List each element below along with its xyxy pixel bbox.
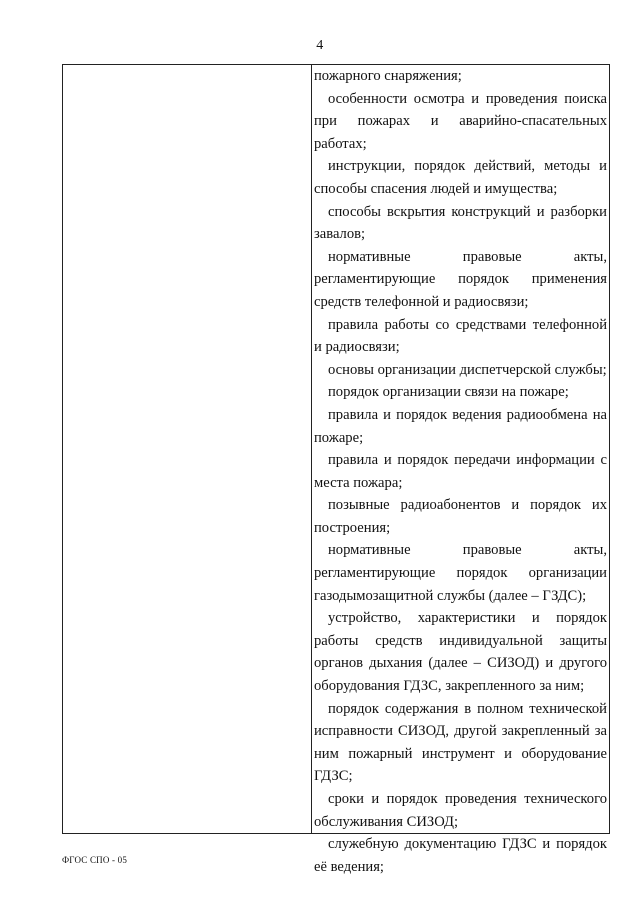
- table-left-column: [63, 65, 312, 833]
- list-item: нормативные правовые акты, регламентирующие порядок организации газодымозащитной службы (далее – ГЗДС);: [314, 542, 607, 604]
- list-item: правила и порядок передачи информации с места пожара;: [314, 452, 607, 491]
- list-item: правила работы со средствами телефонной и радиосвязи;: [314, 316, 607, 356]
- list-item: основы организации диспетчерской службы;: [328, 361, 607, 378]
- list-item: способы вскрытия конструкций и разборки завалов;: [314, 203, 607, 243]
- table-right-column: [312, 65, 609, 875]
- list-item: порядок организации связи на пожаре;: [328, 384, 569, 401]
- list-item: позывные радиоабонентов и порядок их построения;: [314, 497, 607, 536]
- list-item: сроки и порядок проведения технического обслуживания СИЗОД;: [314, 791, 607, 830]
- list-item: инструкции, порядок действий, методы и способы спасения людей и имущества;: [314, 158, 607, 197]
- list-item: порядок содержания в полном технической исправности СИЗОД, другой закрепленный за ним пожарный инструмент и оборудование ГДЗС;: [314, 700, 607, 785]
- list-item: правила и порядок ведения радиообмена на пожаре;: [314, 406, 607, 446]
- list-item: устройство, характеристики и порядок работы средств индивидуальной защиты органов дыхания (далее – СИЗОД) и другого оборудования ГДЗС, закрепленного за ним;: [314, 610, 607, 695]
- page-number: 4: [316, 38, 324, 53]
- list-item: пожарного снаряжения;: [314, 68, 462, 84]
- list-item: служебную документацию ГДЗС и порядок её ведения;: [314, 836, 607, 875]
- list-item: особенности осмотра и проведения поиска при пожарах и аварийно-спасательных работах;: [314, 90, 607, 152]
- footer-code: ФГОС СПО - 05: [62, 855, 128, 865]
- list-item: нормативные правовые акты, регламентирующие порядок применения средств телефонной и радиосвязи;: [314, 248, 607, 310]
